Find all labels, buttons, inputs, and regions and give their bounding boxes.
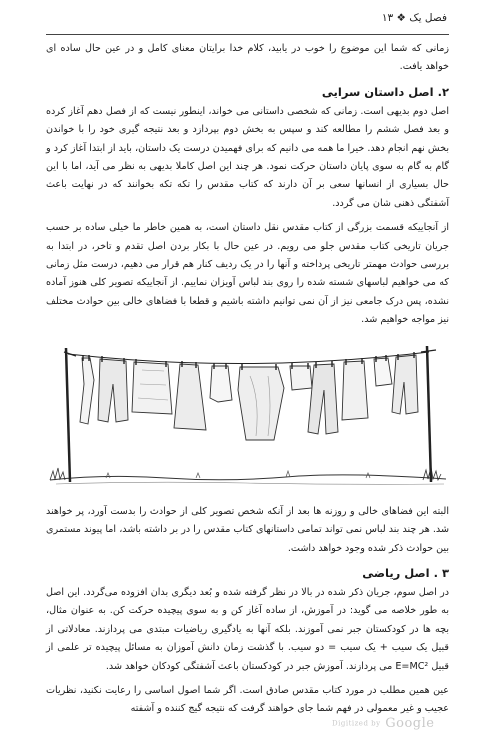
watermark-prefix: Digitized by	[332, 719, 381, 728]
clothesline-illustration	[46, 340, 449, 495]
running-title: فصل یک ❖ ۱۳	[381, 12, 447, 24]
page-body	[46, 40, 449, 725]
section-heading-storytelling: ۲. اصل داستان سرایی	[321, 84, 449, 99]
section-heading-mathematics: ۳ . اصل ریاضی	[362, 565, 449, 580]
paragraph-mathematics: در اصل سوم، جریان ذکر شده در بالا در نظر گرفته شده و بُعد دیگری بدان افزوده می‌گردد. این اصل به طور خلاصه می گوید: در آموزش، از ساده آغاز کن و به سوی پیچیده حرکت کن. به عنوان مثال، بچه ها در کودکستان جبر نمی آموزند. بلکه آنها به یادگیری ریاضیات مبتدی می پردازند. معادلاتی از قبیل یک سیب + یک سیب = دو سیب. با گذشت زمان دانش آموزان به مسائل پیچیده تر علمی از قبیل E=MC² می پردازند. آموزش جبر در کودکستان باعث آشفتگی کودکان خواهد شد.	[46, 586, 449, 672]
paragraph-storytelling-2: از آنجاییکه قسمت بزرگی از کتاب مقدس نقل داستان است، به همین خاطر ما خیلی ساده بر حسب جریان تاریخی کتاب مقدس جلو می رویم. در عین حال با بکار بردن اصل تقدم و تاخر، در ابتدا به بررسی حوادث مهمتر تاریخی پرداخته و آنها را در یک ردیف کنار هم قرار می دهیم، درست مثل زمانی که می خواهیم لباسهای شسته شده را روی بند لباس آویزان نماییم. از آنجاییکه تصویر کلی هنوز آماده نشده، پس درک جامعی نیز از آن نمی توانیم داشته باشیم و قطعا با فضاهای خالی بین حوادث مختلف نیز مواجه خواهیم شد.	[46, 222, 449, 326]
paragraph-gaps: البته این فضاهای خالی و روزنه ها بعد از آنکه شخص تصویر کلی از حوادث را بدست آورد، پر خواهند شد. هر چند بند لباس نمی تواند تمامی داستانهای کتاب مقدس را در بر داشته باشد، اما پیوند مستمری بین حوادث ذکر شده وجود خواهد داشت.	[46, 505, 449, 554]
paragraph-storytelling-1: اصل دوم بدیهی است. زمانی که شخصی داستانی می خواند، اینطور نیست که از فصل دهم آغاز کرده و بعد فصل ششم را مطالعه کند و سپس به بخش دوم بپردازد و بعد نتیجه گیری خود را با خواندن بخش نهم انجام دهد. خیرا ما همه می دانیم که برای فهمیدن درست یک داستان، باید از ابتدا آغاز کرد و گام به گام به سوی پایان داستان حرکت نمود. هر چند این اصل کاملا بدیهی به نظر می آید، اما با این حال بسیاری از انسانها سعی بر آن دارند که کتاب مقدس را تکه تکه بخوانند که در نهایت باعث آشفتگی ذهنی شان می گردد.	[46, 105, 449, 209]
paragraph-bible-application: عین همین مطلب در مورد کتاب مقدس صادق است. اگر شما اصول اساسی را رعایت نکنید، نظریات عجیب و غیر معمولی در فهم شما جای خواهند گرفت که نتیجه گیج کننده و آشفته	[46, 684, 449, 715]
google-watermark	[332, 716, 434, 731]
page-header	[0, 10, 495, 30]
header-rule	[46, 34, 449, 35]
paragraph-intro: زمانی که شما این موضوع را خوب در یابید، کلام خدا برایتان معنای کامل و در عین حال ساده ای خواهد یافت.	[46, 43, 449, 73]
clothesline-drawing	[46, 340, 449, 495]
watermark-brand: Google	[385, 716, 435, 731]
